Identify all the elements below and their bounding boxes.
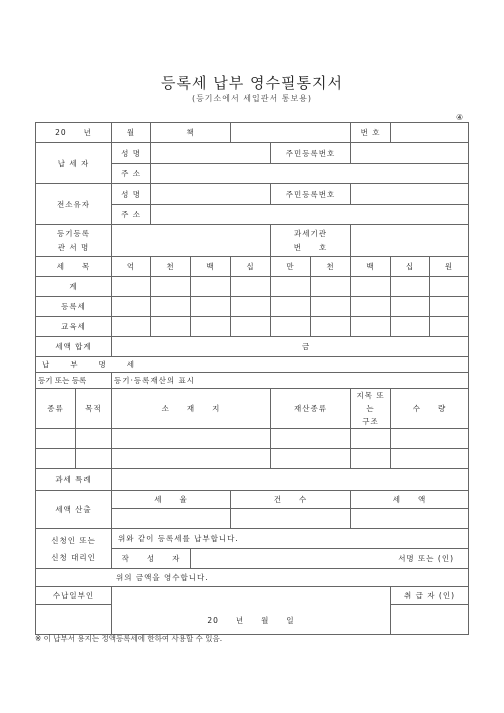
amount-cell[interactable] [391, 317, 430, 337]
tax-calc-label: 세액 산출 [36, 491, 112, 529]
taxpayer-name-label: 성 명 [112, 143, 151, 164]
number-input[interactable] [391, 123, 469, 143]
amount-cell[interactable] [311, 297, 351, 317]
tax-office-number-input[interactable] [351, 225, 469, 257]
volume-input[interactable] [231, 123, 351, 143]
detail-cell[interactable] [36, 449, 76, 469]
detail-cell[interactable] [76, 449, 112, 469]
tax-item-header: 세 목 [36, 257, 112, 277]
unit-sip: 십 [231, 257, 271, 277]
detail-cell[interactable] [112, 429, 271, 449]
unit-man: 만 [271, 257, 311, 277]
amount-cell[interactable] [271, 297, 311, 317]
unit-cheon2: 천 [311, 257, 351, 277]
signature-field[interactable]: 서명 또는 (인) [191, 549, 469, 569]
writer-label: 작 성 자 [112, 549, 191, 569]
special-taxation-label: 과세 특례 [36, 469, 112, 491]
property-kind-header: 재산종류 [271, 389, 351, 429]
amount-cell[interactable] [311, 277, 351, 297]
prev-owner-id-label: 주민등록번호 [271, 184, 351, 205]
year-cell: 20 년 [36, 123, 112, 143]
tax-rate-input[interactable] [112, 509, 231, 529]
amount-cell[interactable] [430, 277, 469, 297]
receipt-date[interactable]: 20 년 월 일 [112, 587, 391, 635]
detail-cell[interactable] [271, 449, 351, 469]
special-taxation-input[interactable] [112, 469, 469, 491]
receipt-statement: 위의 금액을 영수합니다. [36, 569, 469, 587]
amount-cell[interactable] [351, 317, 391, 337]
total-row-label: 계 [36, 277, 112, 297]
amount-cell[interactable] [430, 297, 469, 317]
tax-sum-amount[interactable]: 금 [112, 337, 469, 357]
prev-owner-address-input[interactable] [151, 205, 469, 225]
tax-amount-input[interactable] [351, 509, 469, 529]
prev-owner-name-input[interactable] [151, 184, 271, 205]
handler-seal-box[interactable] [391, 605, 469, 635]
amount-cell[interactable] [112, 297, 151, 317]
amount-cell[interactable] [151, 277, 191, 297]
amount-cell[interactable] [391, 297, 430, 317]
amount-cell[interactable] [311, 317, 351, 337]
amount-cell[interactable] [430, 317, 469, 337]
form-number: ④ [456, 113, 464, 122]
detail-cell[interactable] [76, 429, 112, 449]
receipt-stamp-box[interactable] [36, 605, 112, 635]
tax-notice-table [35, 122, 469, 635]
tax-sum-label: 세액 합계 [36, 337, 112, 357]
prev-owner-address-label: 주 소 [112, 205, 151, 225]
unit-baek2: 백 [351, 257, 391, 277]
amount-cell[interactable] [351, 297, 391, 317]
amount-cell[interactable] [271, 317, 311, 337]
unit-cheon: 천 [151, 257, 191, 277]
amount-cell[interactable] [151, 297, 191, 317]
unit-baek: 백 [191, 257, 231, 277]
case-count-header: 건 수 [231, 491, 351, 509]
registration-tax-label: 등록세 [36, 297, 112, 317]
detail-cell[interactable] [391, 449, 469, 469]
footnote: ※ 이 납부서 용지는 정액등록세에 한하여 사용할 수 있음. [35, 634, 223, 643]
registry-office-input[interactable] [112, 225, 271, 257]
prev-owner-id-input[interactable] [351, 184, 469, 205]
prev-owner-label: 전소유자 [36, 184, 112, 225]
purpose-header: 목적 [76, 389, 112, 429]
tax-amount-header: 세 액 [351, 491, 469, 509]
detail-cell[interactable] [351, 449, 391, 469]
amount-cell[interactable] [231, 297, 271, 317]
taxpayer-id-input[interactable] [351, 143, 469, 164]
property-description-label: 등기·등록재산의 표시 [112, 373, 469, 389]
form-subtitle: (등기소에서 세입관서 통보용) [191, 94, 313, 103]
detail-cell[interactable] [36, 429, 76, 449]
kind-header: 종류 [36, 389, 76, 429]
detail-cell[interactable] [271, 429, 351, 449]
taxpayer-name-input[interactable] [151, 143, 271, 164]
number-label: 번 호 [351, 123, 391, 143]
applicant-label: 신청인 또는 신청 대리인 [36, 529, 112, 569]
education-tax-label: 교육세 [36, 317, 112, 337]
taxpayer-label: 납 세 자 [36, 143, 112, 184]
payment-statement: 위와 같이 등록세를 납부합니다. [112, 529, 469, 549]
detail-cell[interactable] [112, 449, 271, 469]
amount-cell[interactable] [191, 277, 231, 297]
volume-cell: 책 [151, 123, 231, 143]
land-category-header: 지목 또는 구조 [351, 389, 391, 429]
payment-details-header: 납 부 명 세 [36, 357, 469, 373]
taxpayer-address-input[interactable] [151, 164, 469, 184]
tax-rate-header: 세 율 [112, 491, 231, 509]
amount-cell[interactable] [271, 277, 311, 297]
amount-cell[interactable] [151, 317, 191, 337]
amount-cell[interactable] [191, 317, 231, 337]
unit-won: 원 [430, 257, 469, 277]
handler-label: 취 급 자 (인) [391, 587, 469, 605]
registration-type-label: 등기 또는 등록 [36, 373, 112, 389]
amount-cell[interactable] [112, 277, 151, 297]
amount-cell[interactable] [112, 317, 151, 337]
unit-eok: 억 [112, 257, 151, 277]
registry-office-label: 등기등록 관 서 명 [36, 225, 112, 257]
taxpayer-address-label: 주 소 [112, 164, 151, 184]
form-title: 등록세 납부 영수필통지서 [161, 74, 343, 92]
location-header: 소 재 지 [112, 389, 271, 429]
amount-cell[interactable] [191, 297, 231, 317]
case-count-input[interactable] [231, 509, 351, 529]
taxpayer-id-label: 주민등록번호 [271, 143, 351, 164]
receipt-stamp-label: 수납일부인 [36, 587, 112, 605]
prev-owner-name-label: 성 명 [112, 184, 151, 205]
tax-office-number-label: 과세기관 번 호 [271, 225, 351, 257]
detail-cell[interactable] [391, 429, 469, 449]
amount-cell[interactable] [231, 277, 271, 297]
unit-sip2: 십 [391, 257, 430, 277]
amount-cell[interactable] [391, 277, 430, 297]
amount-cell[interactable] [351, 277, 391, 297]
detail-cell[interactable] [351, 429, 391, 449]
amount-cell[interactable] [231, 317, 271, 337]
month-cell: 월 [112, 123, 151, 143]
quantity-header: 수 량 [391, 389, 469, 429]
